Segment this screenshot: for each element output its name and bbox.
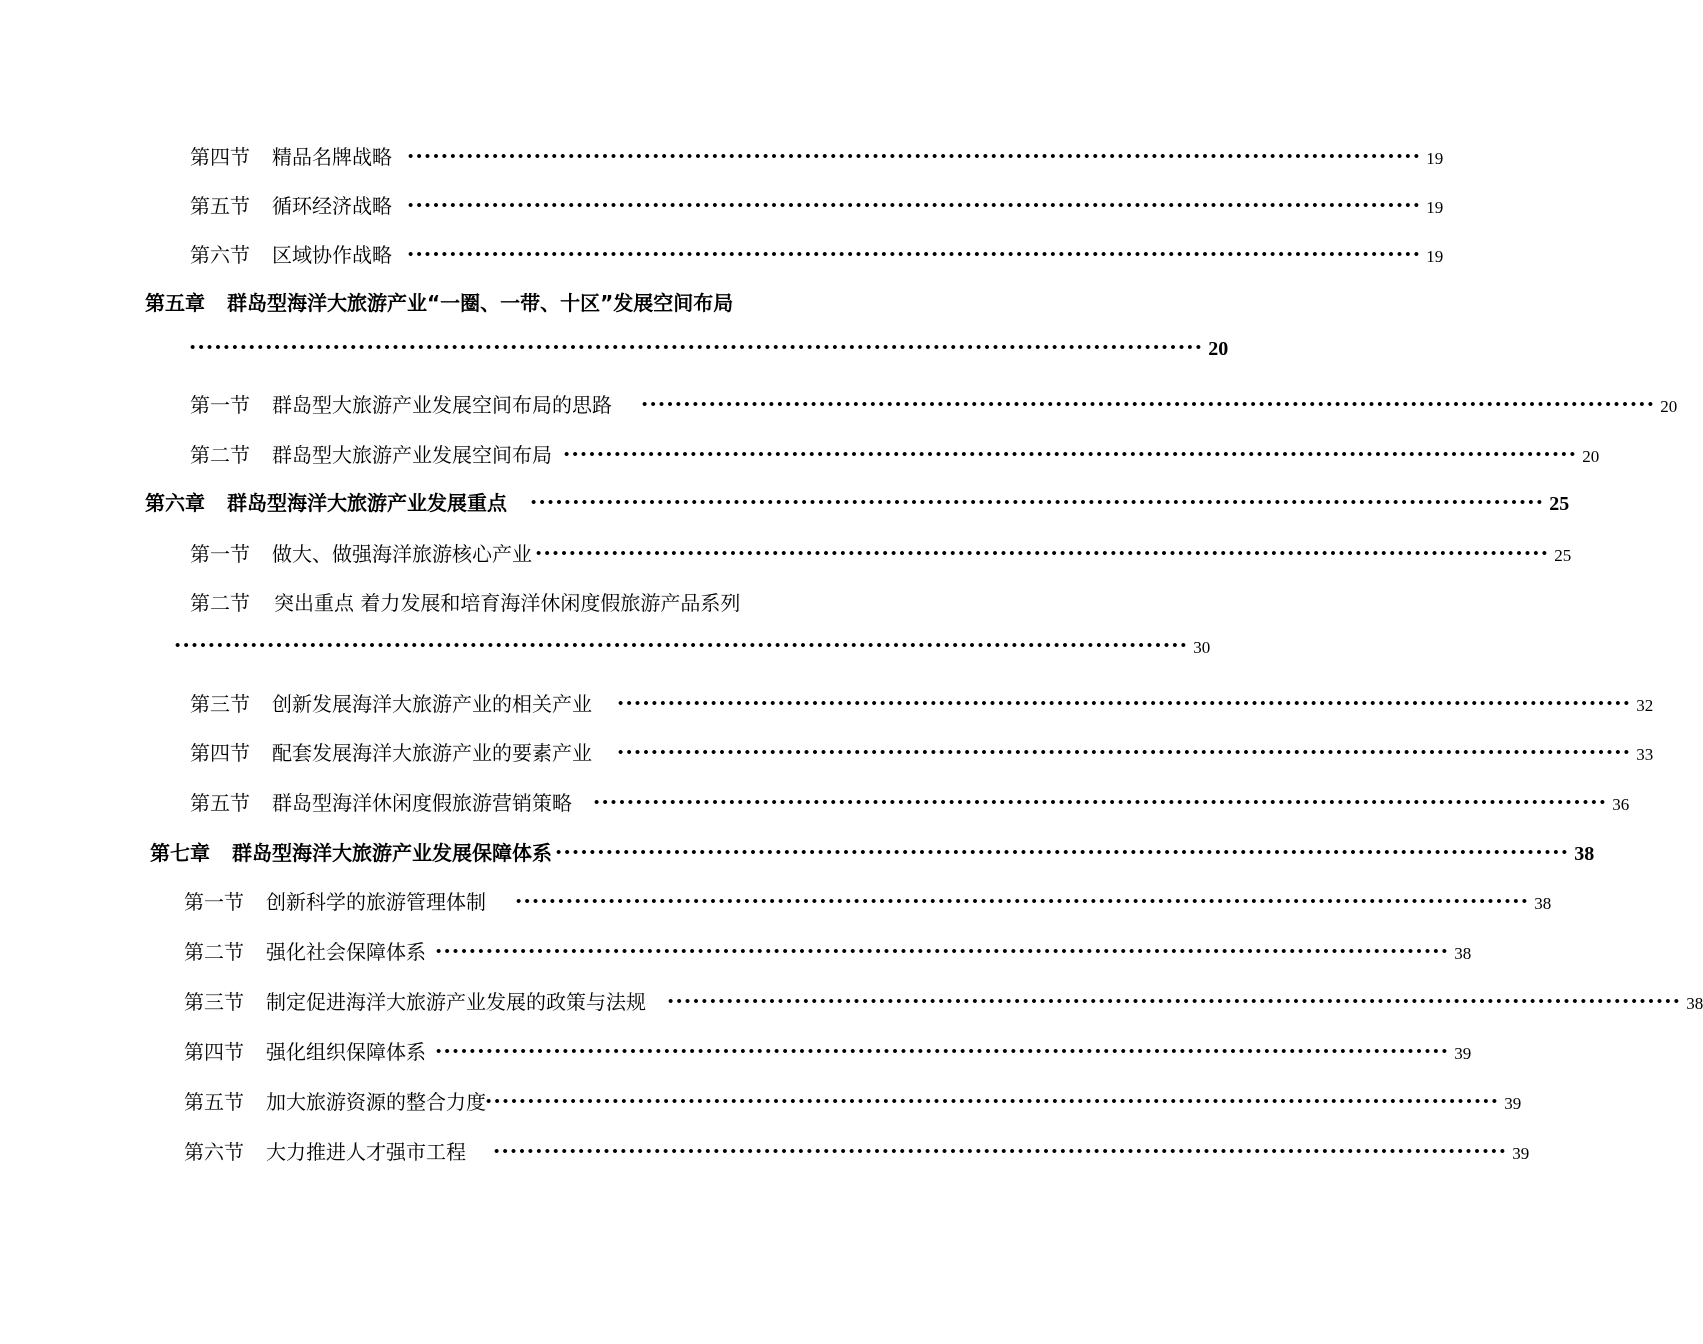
dot-leader: •••••••••••••••••••••••••••••••••••••••••••••••••••••••••••••••••••••••••••••••••••••••••••••••••••••••••••••••••••••••• — [564, 447, 1579, 463]
dot-leader: •••••••••••••••••••••••••••••••••••••••••••••••••••••••••••••••••••••••••••••••••••••••••••••••••••••••••••••••••••••••• — [436, 944, 1451, 960]
page-number: 19 — [1426, 198, 1444, 217]
chapter-entry[interactable] — [145, 487, 1570, 516]
chapter-entry-continuation[interactable] — [190, 338, 1229, 361]
toc-entry[interactable] — [184, 986, 1703, 1015]
page-number: 19 — [1426, 247, 1444, 266]
toc-entry[interactable] — [190, 439, 1600, 468]
dot-leader: •••••••••••••••••••••••••••••••••••••••••••••••••••••••••••••••••••••••••••••••••••••••••••••••••••••••••••••••••••••••• — [668, 994, 1683, 1010]
section-title: 群岛型大旅游产业发展空间布局 — [272, 443, 552, 467]
chapter-title: 群岛型海洋大旅游产业发展保障体系 — [232, 841, 552, 865]
section-title: 群岛型海洋休闲度假旅游营销策略 — [272, 791, 572, 815]
section-label: 第六节 — [184, 1140, 244, 1164]
toc-entry[interactable] — [190, 190, 1444, 219]
toc-entry[interactable] — [190, 141, 1444, 170]
section-label: 第一节 — [190, 393, 250, 417]
section-title: 突出重点 着力发展和培育海洋休闲度假旅游产品系列 — [274, 591, 741, 615]
toc-entry[interactable] — [190, 787, 1630, 816]
toc-entry[interactable] — [190, 587, 822, 616]
dot-leader: •••••••••••••••••••••••••••••••••••••••••••••••••••••••••••••••••••••••••••••••••••••••••••••••••••••••••••••••••••••••• — [531, 495, 1546, 511]
chapter-entry[interactable] — [145, 287, 825, 316]
toc-entry-continuation[interactable] — [175, 638, 1211, 658]
dot-leader: •••••••••••••••••••••••••••••••••••••••••••••••••••••••••••••••••••••••••••••••••••••••••••••••••••••••••••••••••••••••• — [594, 795, 1609, 811]
section-label: 第三节 — [184, 990, 244, 1014]
section-label: 第二节 — [190, 591, 250, 615]
chapter-title: 群岛型海洋大旅游产业发展重点 — [227, 491, 507, 515]
dot-leader: •••••••••••••••••••••••••••••••••••••••••••••••••••••••••••••••••••••••••••••••••••••••••••••••••••••••••••••••••••••••• — [618, 745, 1633, 761]
page-number: 19 — [1426, 149, 1444, 168]
dot-leader: •••••••••••••••••••••••••••••••••••••••••••••••••••••••••••••••••••••••••••••••••••••••••••••••••••••••••••••••••••••••• — [516, 894, 1531, 910]
section-title: 强化组织保障体系 — [266, 1040, 426, 1064]
section-title: 加大旅游资源的整合力度 — [266, 1090, 486, 1114]
section-label: 第一节 — [184, 890, 244, 914]
dot-leader: •••••••••••••••••••••••••••••••••••••••••••••••••••••••••••••••••••••••••••••••••••••••••••••••••••••••••••••••••••••••• — [556, 845, 1571, 861]
section-label: 第五节 — [190, 194, 250, 218]
page-number: 20 — [1660, 397, 1678, 416]
page-number: 38 — [1574, 843, 1595, 865]
toc-entry[interactable] — [190, 239, 1444, 268]
dot-leader: •••••••••••••••••••••••••••••••••••••••••••••••••••••••••••••••••••••••••••••••••••••••••••••••••••••••••••••••••••••••• — [486, 1094, 1501, 1110]
section-title: 制定促进海洋大旅游产业发展的政策与法规 — [266, 990, 646, 1014]
toc-entry[interactable] — [184, 936, 1472, 965]
section-title: 做大、做强海洋旅游核心产业 — [272, 542, 532, 566]
section-label: 第四节 — [190, 145, 250, 169]
dot-leader: •••••••••••••••••••••••••••••••••••••••••••••••••••••••••••••••••••••••••••••••••••••••••••••••••••••••••••••••••••••••• — [642, 397, 1657, 413]
toc-entry[interactable] — [190, 737, 1654, 766]
dot-leader: •••••••••••••••••••••••••••••••••••••••••••••••••••••••••••••••••••••••••••••••••••••••••••••••••••••••••••••••••••••••• — [536, 546, 1551, 562]
section-title: 配套发展海洋大旅游产业的要素产业 — [272, 741, 592, 765]
page-number: 39 — [1454, 1044, 1472, 1063]
section-label: 第五节 — [190, 791, 250, 815]
toc-entry[interactable] — [190, 538, 1572, 567]
chapter-label: 第五章 — [145, 291, 205, 315]
dot-leader: •••••••••••••••••••••••••••••••••••••••••••••••••••••••••••••••••••••••••••••••••••••••••••••••••••••••••••••••••••••••• — [175, 638, 1190, 654]
dot-leader: •••••••••••••••••••••••••••••••••••••••••••••••••••••••••••••••••••••••••••••••••••••••••••••••••••••••••••••••••••••••• — [408, 247, 1423, 263]
page-number: 30 — [1193, 638, 1211, 657]
chapter-label: 第七章 — [150, 841, 210, 865]
section-label: 第四节 — [190, 741, 250, 765]
page-number: 20 — [1208, 338, 1229, 360]
page-number: 32 — [1636, 696, 1654, 715]
chapter-entry[interactable] — [150, 837, 1595, 866]
dot-leader: •••••••••••••••••••••••••••••••••••••••••••••••••••••••••••••••••••••••••••••••••••••••••••••••••••••••••••••••••••••••• — [436, 1044, 1451, 1060]
section-label: 第四节 — [184, 1040, 244, 1064]
toc-entry[interactable] — [190, 688, 1654, 717]
page-number: 39 — [1504, 1094, 1522, 1113]
dot-leader: •••••••••••••••••••••••••••••••••••••••••••••••••••••••••••••••••••••••••••••••••••••••••••••••••••••••••••••••••••••••• — [190, 340, 1205, 356]
toc-entry[interactable] — [184, 886, 1552, 915]
dot-leader: •••••••••••••••••••••••••••••••••••••••••••••••••••••••••••••••••••••••••••••••••••••••••••••••••••••••••••••••••••••••• — [618, 696, 1633, 712]
section-label: 第五节 — [184, 1090, 244, 1114]
dot-leader: •••••••••••••••••••••••••••••••••••••••••••••••••••••••••••••••••••••••••••••••••••••••••••••••••••••••••••••••••••••••• — [408, 198, 1423, 214]
chapter-title: 群岛型海洋大旅游产业“一圈、一带、十区”发展空间布局 — [227, 291, 734, 315]
section-label: 第一节 — [190, 542, 250, 566]
page-number: 39 — [1512, 1144, 1530, 1163]
section-title: 群岛型大旅游产业发展空间布局的思路 — [272, 393, 612, 417]
page-number: 25 — [1549, 493, 1570, 515]
toc-entry[interactable] — [190, 389, 1678, 418]
dot-leader: •••••••••••••••••••••••••••••••••••••••••••••••••••••••••••••••••••••••••••••••••••••••••••••••••••••••••••••••••••••••• — [408, 149, 1423, 165]
page-number: 36 — [1612, 795, 1630, 814]
page-number: 25 — [1554, 546, 1572, 565]
section-label: 第二节 — [184, 940, 244, 964]
page-number: 20 — [1582, 447, 1600, 466]
section-title: 创新发展海洋大旅游产业的相关产业 — [272, 692, 592, 716]
page-number: 38 — [1454, 944, 1472, 963]
section-title: 精品名牌战略 — [272, 145, 392, 169]
section-title: 循环经济战略 — [272, 194, 392, 218]
section-label: 第三节 — [190, 692, 250, 716]
page-number: 38 — [1686, 994, 1703, 1013]
toc-entry[interactable] — [184, 1086, 1522, 1115]
section-label: 第二节 — [190, 443, 250, 467]
chapter-label: 第六章 — [145, 491, 205, 515]
section-label: 第六节 — [190, 243, 250, 267]
page-number: 33 — [1636, 745, 1654, 764]
toc-entry[interactable] — [184, 1036, 1472, 1065]
page-number: 38 — [1534, 894, 1552, 913]
section-title: 区域协作战略 — [272, 243, 392, 267]
dot-leader: •••••••••••••••••••••••••••••••••••••••••••••••••••••••••••••••••••••••••••••••••••••••••••••••••••••••••••••••••••••••• — [494, 1144, 1509, 1160]
section-title: 大力推进人才强市工程 — [266, 1140, 466, 1164]
section-title: 创新科学的旅游管理体制 — [266, 890, 486, 914]
toc-entry[interactable] — [184, 1136, 1530, 1165]
section-title: 强化社会保障体系 — [266, 940, 426, 964]
